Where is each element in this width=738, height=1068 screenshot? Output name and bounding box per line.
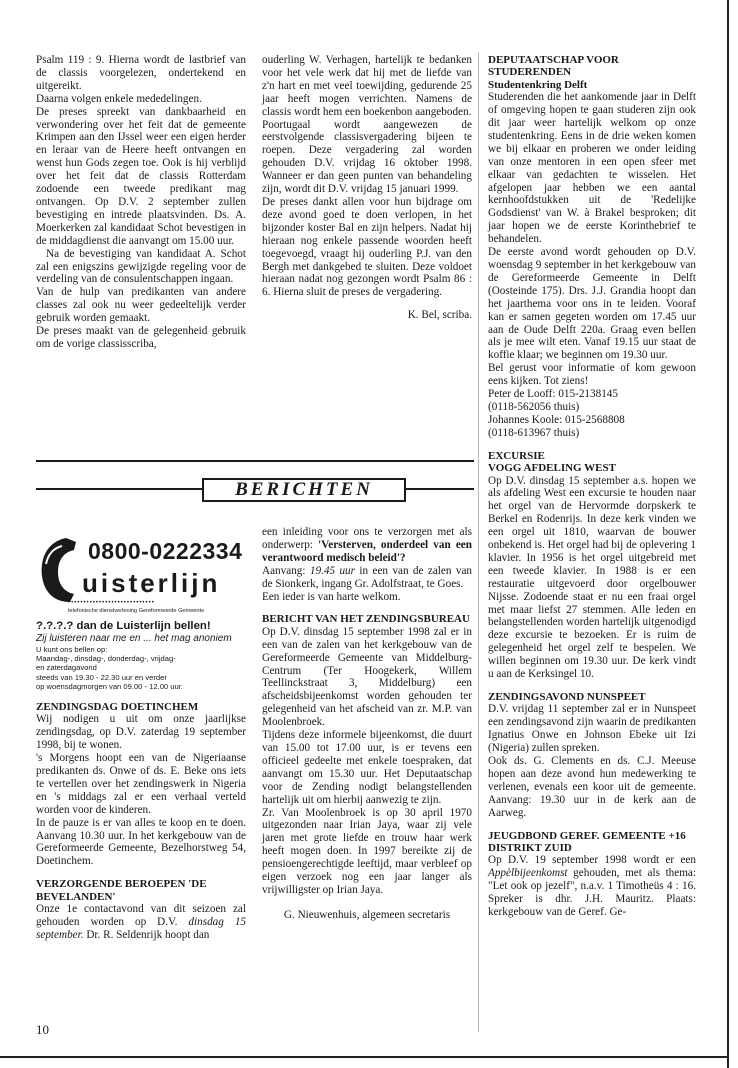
section-heading: ZENDINGSDAG DOETINCHEM	[36, 701, 199, 714]
paragraph: Op D.V. dinsdag 15 september a.s. hopen we als afdeling West een excursie te houden naar het orgel van de Hervormde dorpskerk te Berkel en Rodenrijs. In deze kerk vinden we een orgel uit 1810, waarvan de bouwer onbekend is. Het orgel had bij de oplevering 1 klavier. In 1956 is het orgel uitgebreid met een tweede klavier. In 1988 is er een restauratie uitgevoerd door orgelbouwer Nijsse. Zodoende staat er nu een fraai orgel met maar liefst 27 stemmen. Alle leden en belangstellenden worden hartelijk uitgenodigd deze excursie te bezoeken. Er is ruim de gelegenheid het orgel zelf te bespelen. We willen beginnen om 19.30 uur. De kerk vindt u aan de Kerksingel 10.	[488, 474, 696, 681]
text-span: Aanvang:	[262, 564, 306, 577]
signature: G. Nieuwenhuis, algemeen secretaris	[283, 908, 451, 921]
bold-topic: 'Versterven, onderdeel van een verantwoord medisch beleid'?	[262, 538, 472, 564]
hours-line: steeds van 19.30 - 22.30 uur en verder	[36, 672, 167, 682]
text-span: in een van de zalen van de Sionkerk, ingang Gr. Adolfstraat, te Goes.	[262, 564, 473, 590]
spacer	[36, 868, 246, 878]
contact-line: Peter de Looff: 015-2138145	[488, 388, 618, 401]
paragraph	[262, 565, 472, 591]
section-heading: JEUGDBOND GEREF. GEMEENTE +16 DISTRIKT ZUID	[488, 829, 686, 854]
telephone-handset-icon	[36, 534, 82, 606]
spacer	[488, 820, 696, 830]
paragraph: Een ieder is van harte welkom.	[262, 590, 401, 603]
luisterlijn-name: uisterlijn	[82, 568, 221, 598]
hours-line: en zaterdagavond	[36, 663, 97, 673]
column-middle-top	[262, 54, 472, 322]
paragraph: In de pauze is er van alles te koop en te doen. Aanvang 10.30 uur. In het kerkgebouw van de Gereformeerde Gemeente, Bezelhorstweg 54, Doetinchem.	[36, 816, 246, 868]
luisterlijn-phone-number: 0800-0222334	[88, 538, 243, 564]
contact-line: (0118-613967 thuis)	[488, 426, 580, 439]
paragraph	[262, 526, 472, 565]
section-subheading: Studentenkring Delft	[488, 78, 588, 91]
paragraph: De preses maakt van de gelegenheid gebruik om de vorige classisscriba,	[36, 325, 246, 350]
paragraph: De preses dankt allen voor hun bijdrage om deze avond goed te doen verlopen, in het bijzonder koster Bal en zijn helpers. Nadat hij hieraan nog enkele passende woorden heeft toegevoegd, vraagt hij ouderling P.J. van den Bergh met dankgebed te sluiten. Deze voldoet hieraan nadat nog gezongen wordt Psalm 86 : 6. Hierna sluit de preses de vergadering.	[262, 195, 472, 299]
spacer	[488, 440, 696, 450]
luisterlijn-logo	[36, 532, 262, 614]
paragraph: Zr. Van Moolenbroek is op 30 april 1970 uitgezonden naar Irian Jaya, waar zij vele jaren met grote liefde en trouw haar werk heeft mogen doen. In 1997 bereikte zij de pensioengerechtigde leeftijd, maar verbleef op eigen verzoek nog een jaar langer als vrijwilligster op Irian Jaya.	[262, 806, 472, 896]
paragraph: Na de bevestiging van kandidaat A. Schot zal een enigszins gewijzigde regeling voor de verdeling van de consulentschappen ingaan.	[36, 247, 246, 286]
signature: K. Bel, scriba.	[407, 309, 472, 322]
contact-line: (0118-562056 thuis)	[488, 400, 580, 413]
paragraph	[36, 903, 246, 942]
page-border-bottom	[0, 1056, 729, 1058]
column-middle-bottom	[262, 526, 472, 922]
section-heading: DEPUTAATSCHAP VOOR STUDERENDEN	[488, 54, 619, 79]
italic-event: Appèlbijeenkomst	[488, 867, 568, 880]
column-right	[488, 54, 696, 919]
section-heading: ZENDINGSAVOND NUNSPEET	[488, 691, 646, 703]
hours-line: U kunt ons bellen op:	[36, 645, 108, 654]
paragraph: Psalm 119 : 9. Hierna wordt de lastbrief van de classis voorgelezen, ondertekend en uitgereikt.	[36, 54, 246, 92]
logo-subtitle: telefonische dienstverlening Gereformeerde Gemeente	[68, 608, 205, 614]
column-left-bottom	[36, 620, 246, 942]
paragraph: Tijdens deze informele bijeenkomst, die duurt van 15.00 tot 17.00 uur, is er tevens een officieel gedeelte met enkele toespraken, dat aanvangt om 15.30 uur. Het Deputaatschap voor de Zending nodigt belangstellenden hartelijk uit om hierbij aanwezig te zijn.	[262, 729, 472, 806]
luisterlijn-tagline: Zij luisteren naar me en ... het mag anoniem	[36, 633, 232, 644]
section-heading: EXCURSIE	[488, 449, 545, 462]
section-heading: VERZORGENDE BEROEPEN 'DE BEVELANDEN'	[36, 878, 207, 903]
paragraph: Van de hulp van predikanten van andere classes zal ook nu weer gedeeltelijk verder gebruik worden gemaakt.	[36, 286, 246, 325]
section-subheading: VOGG AFDELING WEST	[488, 462, 616, 475]
column-divider	[478, 52, 479, 1032]
paragraph: ouderling W. Verhagen, hartelijk te bedanken voor het vele werk dat hij met de liefde van z'n hart en met veel toewijding, gedurende 25 jaar heeft mogen verrichten. Namens de classis wordt hem een boekenbon aangeboden.	[262, 54, 472, 118]
berichten-banner	[36, 478, 474, 500]
paragraph: Poortugaal wordt aangewezen de eerstvolgende classisvergadering bijeen te roepen. Deze vergadering zal worden gehouden D.V. vrijdag 16 oktober 1998. Wanneer er dan geen punten van behandeling zijn, wordt dit D.V. vrijdag 15 januari 1999.	[262, 118, 472, 196]
italic-time: 19.45 uur	[309, 564, 355, 577]
paragraph: Wij nodigen u uit om onze jaarlijkse zendingsdag, op D.V. zaterdag 19 september 1998, bij te wonen.	[36, 713, 246, 752]
luisterlijn-callout: ?.?.?.? dan de Luisterlijn bellen!	[36, 620, 211, 632]
text-span: gehouden, met als thema: "Let ook op jezelf", n.a.v. 1 Timotheüs 4 : 16. Spreker is dhr. J.H. Mauritz. Plaats: kerkgebouw van de Geref. Ge-	[488, 867, 697, 918]
paragraph	[488, 854, 696, 919]
spacer	[262, 603, 472, 613]
text-span: een inleiding voor ons te verzorgen met als onderwerp:	[262, 526, 472, 551]
hours-line: op woensdagmorgen van 09.00 - 12.00 uur.	[36, 681, 183, 691]
paragraph: Ook ds. G. Clements en ds. C.J. Meeuse hopen aan deze avond hun medewerking te verlenen, evenals een koor uit de gemeente. Aanvang: 19.30 uur in de kerk aan de Aarweg.	[488, 755, 696, 819]
paragraph: Op D.V. dinsdag 15 september 1998 zal er in een van de zalen van het kerkgebouw van de Gereformeerde Gemeente van Middelburg-Centrum (Ter Hoogekerk, Willem Teellinckstraat 3, Middelburg) een afscheidsbijeenkomst worden gehouden ter gelegenheid van het afscheid van zr. M.P. van Moolenbroek.	[262, 625, 472, 729]
spacer	[488, 681, 696, 691]
paragraph: Bel gerust voor informatie of kom gewoon eens kijken. Tot ziens!	[488, 362, 696, 388]
text-span: Onze 1e contactavond van dit seizoen zal gehouden worden op D.V.	[36, 903, 246, 929]
paragraph: De eerste avond wordt gehouden op D.V. woensdag 9 september in het kerkgebouw van de Gereformeerde Gemeente in Delft (Oosteinde 175). Drs. J.J. Grandia hoopt dan het jaarthema voor ons in te leiden. Vooraf kan er samen gegeten worden om 17.45 uur aan de Oude Delft 220a. Graag even bellen als je mee wilt eten. Vanaf 19.15 uur staat de koffie klaar; we beginnen om 19.30 uur.	[488, 246, 696, 362]
text-span: Op D.V. 19 september 1998 wordt er een	[488, 854, 696, 867]
contact-line: Johannes Koole: 015-2568808	[488, 413, 625, 426]
paragraph: De preses spreekt van dankbaarheid en verwondering over het feit dat de gemeente Krimpen aan den IJssel weer een eigen herder en leraar van de Heere heeft ontvangen en wenst hun Gods zegen toe. Ook is hij verblijd over het feit dat de classis Rotterdam zodoende een tweede predikant mag ontvangen. Op D.V. 2 september zullen bevestiging en intrede plaatsvinden. Ds. A. Moerkerken zal kandidaat Schot bevestigen in de middagdienst die aanvangt om 15.00 uur.	[36, 105, 246, 247]
logo-dot-row: ••••••••••••••••••••••••••••	[68, 600, 155, 606]
italic-date: dinsdag 15 september.	[36, 916, 247, 941]
page-number: 10	[36, 1022, 49, 1037]
page-border-right	[727, 0, 729, 1068]
paragraph: Daarna volgen enkele mededelingen.	[36, 92, 202, 105]
paragraph: D.V. vrijdag 11 september zal er in Nunspeet een zendingsavond zijn waarin de predikanten Ignatius Onwe en Johnson Ebeke uit Izi (Nigeria) zullen spreken.	[488, 703, 696, 755]
section-rule	[36, 460, 474, 462]
banner-title: BERICHTEN	[202, 478, 406, 502]
section-heading: BERICHT VAN HET ZENDINGSBUREAU	[262, 613, 470, 626]
paragraph: Studerenden die het aankomende jaar in Delft of omgeving hopen te gaan studeren zijn ook dit jaar weer hartelijk welkom op onze studentenkring. Eens in de drie weken komen we bij elkaar en proberen we onder leiding van onze mentoren in een open sfeer met elkaar van gedachten te wisselen. Het afgelopen jaar hebben we een aantal kernhoofdstukken uit de 'Redelijke Godsdienst' van W. à Brakel besproken; dit jaar hopen we de eerste Korinthebrief te behandelen.	[488, 91, 696, 246]
column-left-top	[36, 54, 246, 351]
paragraph: 's Morgens hoopt een van de Nigeriaanse predikanten ds. Onwe of ds. E. Beke ons iets te vertellen over het zendingswerk in Nigeria en 's middags zal er een verhaal verteld worden voor de kinderen.	[36, 752, 246, 816]
hours-line: Maandag-, dinsdag-, donderdag-, vrijdag-	[36, 654, 176, 664]
text-span: Dr. R. Seldenrijk hoopt dan	[86, 928, 210, 941]
spacer	[36, 691, 246, 701]
